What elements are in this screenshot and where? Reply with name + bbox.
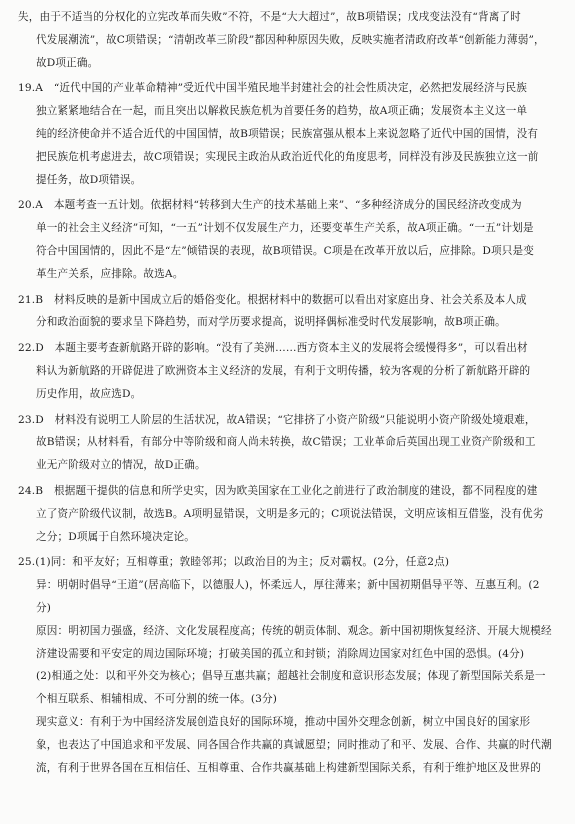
answer-item-start: 23.D 材料没有说明工人阶层的生活状况，故A错误；“它排挤了小资产阶级”只能说明小资产阶级处境艰难， (18, 413, 536, 426)
answer-item-start: 20.A 本题考查一五计划。依据材料“转移到大生产的技术基础上来”、“多种经济成分的国民经济改变成为 (18, 199, 522, 212)
text-line: 济建设需要和平安定的周边国际环境；打破美国的孤立和封锁；消除周边国家对红色中国的恐惧。(4分) (36, 647, 525, 660)
text-line: 业无产阶级对立的情况，故D正确。 (36, 459, 206, 472)
text-line: 失，由于不适当的分权化的立宪改革而失败”不符，不是“大大超过”，故B项错误；戊戌变法没有“背离了时 (18, 11, 521, 23)
text-line: 流，有利于世界各国在互相信任、互相尊重、合作共赢基础上构建新型国际关系，有利于维护地区及世界的 (36, 761, 541, 774)
answer-item-start: 25.(1)同：和平友好；互相尊重；敦睦邻邦；以政治目的为主；反对霸权。(2分，任意2点) (18, 556, 450, 569)
text-line: 纯的经济使命并不适合近代的中国国情，故B项错误；民族富强从根本上来说忽略了近代中国的国情，没有 (36, 127, 539, 140)
text-line: 之分；D项属于自然环境决定论。 (36, 530, 196, 543)
text-line: 提任务，故D项错误。 (36, 173, 142, 186)
text-line: 把民族危机考虑进去，故C项错误；实现民主政治从政治近代化的角度思考，同样没有涉及民族独立这一前 (36, 150, 539, 163)
text-line: 分和政治面貌的要求呈下降趋势，而对学历要求提高，说明择偶标准受时代发展影响，故B项正确。 (36, 316, 506, 329)
text-line: 代发展潮流”，故C项错误；“清朝改革三阶段”都因种种原因失败，反映实施者清政府改革“创新能力薄弱”， (36, 33, 545, 46)
text-line: 革生产关系，应排除。故选A。 (36, 267, 184, 280)
text-line: 单一的社会主义经济”可知，“一五”计划不仅发展生产力，还要变革生产关系，故A项正确。“一五”计划是 (36, 222, 534, 235)
text-line: 异：明朝时倡导“王道”(居高临下，以德服人)，怀柔远人，厚往薄来；新中国初期倡导平等、互惠互利。(2 (36, 579, 540, 592)
text-line: 个相互联系、相辅相成、不可分割的统一体。(3分) (36, 693, 278, 706)
text-line: 原因：明初国力强盛，经济、文化发展程度高；传统的朝贡体制、观念。新中国初期恢复经济、开展大规模经 (36, 624, 552, 637)
text-line: 立了资产阶级代议制，故选B。A项明显错误，文明是多元的；C项说法错误，文明应该相互借鉴，没有优劣 (36, 507, 544, 520)
answer-item-start: 21.B 材料反映的是新中国成立后的婚俗变化。根据材料中的数据可以看出对家庭出身、社会关系及本人成 (18, 293, 527, 306)
answer-item-start: 19.A “近代中国的产业革命精神”受近代中国半殖民地半封建社会的社会性质决定，必然把发展经济与民族 (18, 82, 527, 95)
text-line: 象，也表达了中国追求和平发展、同各国合作共赢的真诚愿望；同时推动了和平、发展、合作、共赢的时代潮 (36, 738, 552, 751)
text-line: 故B错误；从材料看，有部分中等阶级和商人尚未转换，故C错误；工业革命后英国出现工业资产阶级和工 (36, 436, 536, 449)
answer-item-start: 24.B 根据题干提供的信息和所学史实，因为欧美国家在工业化之前进行了政治制度的建设，都不同程度的建 (18, 484, 538, 497)
text-line: (2)相通之处：以和平外交为核心；倡导互惠共赢；超越社会制度和意识形态发展；体现了新型国际关系是一 (36, 670, 546, 683)
text-line: 历史作用，故应选D。 (36, 387, 142, 400)
text-line: 料认为新航路的开辟促进了欧洲资本主义经济的发展，有利于文明传播，较为客观的分析了新航路开辟的 (36, 364, 531, 377)
text-line: 符合中国国情的，因此不是“左”倾错误的表现，故B项错误。C项是在改革开放以后，应排除。D项只是变 (36, 244, 534, 257)
text-line: 故D项正确。 (36, 56, 99, 69)
text-line: 独立紧紧地结合在一起，而且突出以解救民族危机为首要任务的趋势，故A项正确；发展资本主义这一单 (36, 105, 528, 118)
text-line: 现实意义：有利于为中国经济发展创造良好的国际环境，推动中国外交理念创新，树立中国良好的国家形 (36, 715, 531, 728)
answer-item-start: 22.D 本题主要考查新航路开辟的影响。“没有了美洲……西方资本主义的发展将会缓慢得多”，可以看出材 (18, 342, 528, 355)
text-line: 分) (36, 601, 52, 614)
